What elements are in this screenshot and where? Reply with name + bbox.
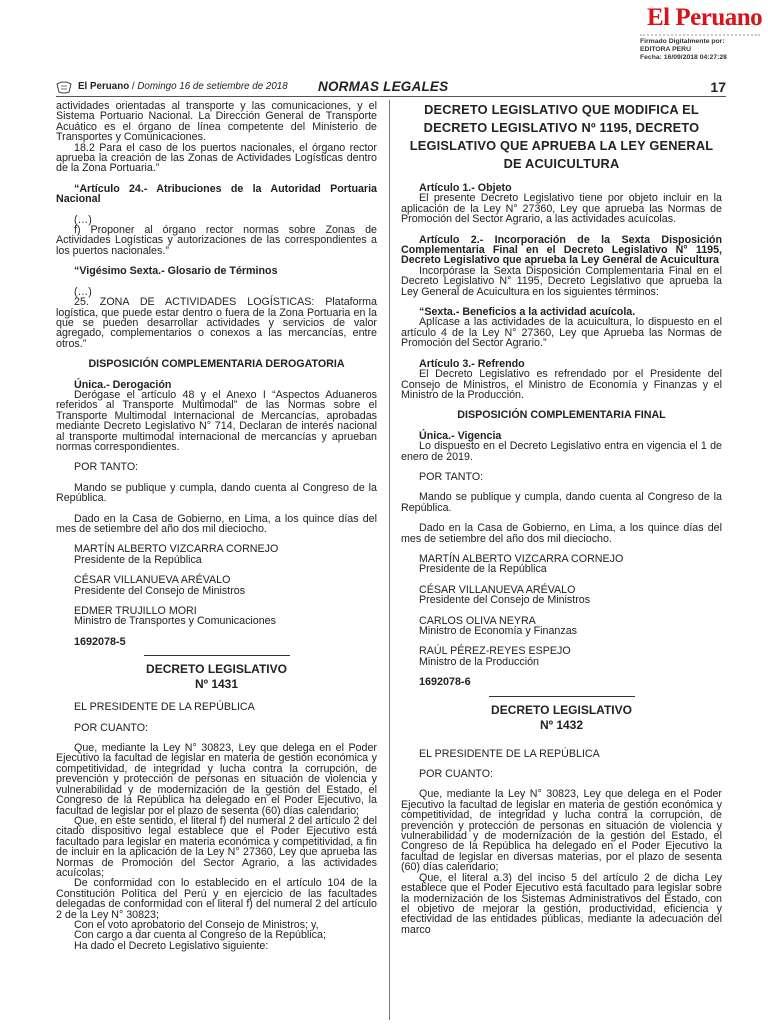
paragraph: Que, mediante la Ley N° 30823, Ley que delega en el Poder Ejecutivo la facultad de legislar en materia de gestión económica y competitividad, de integridad y lucha contra la corrupción, de prevención y protección de personas en situación de violencia y vulnerabilidad y de modernización de la gestión del Estado, el Congreso de la República ha delegado en el Poder Ejecutivo, la facultad de legislar por el plazo de sesenta (60) días calendario; — [56, 742, 377, 817]
paragraph: EL PRESIDENTE DE LA REPÚBLICA — [74, 701, 255, 714]
document-code: 1692078-5 — [74, 635, 126, 648]
decree-number: Nº 1432 — [539, 717, 584, 732]
paragraph: POR TANTO: — [419, 470, 484, 483]
paragraph: De conformidad con lo establecido en el artículo 104 de la Constitución Política del Perú y en ejercicio de las facultades delegadas de conformidad con el literal f) del numeral 2 del artículo 2 de la Ley N° 30823; — [56, 877, 377, 921]
paragraph: Mando se publique y cumpla, dando cuenta al Congreso de la República. — [56, 481, 377, 505]
paragraph: Que, mediante la Ley N° 30823, Ley que delega en el Poder Ejecutivo la facultad de legislar en materia de gestión económica y competitividad, de integridad y lucha contra la corrupción, de prevención y protección de personas en situación de violencia y vulnerabilidad y de modernización de la gestión del Estado, el Congreso de la República ha delegado en el Poder Ejecutivo la facultad de legislar en diversas materias, por el plazo de sesenta (60) días calendario; — [401, 788, 722, 874]
digital-signature — [640, 38, 766, 61]
paragraph: POR CUANTO: — [74, 721, 149, 734]
signatory-name: CÉSAR VILLANUEVA ARÉVALO — [419, 583, 576, 596]
paragraph: Que, el literal a.3) del inciso 5 del artículo 2 de dicha Ley establece que el Poder Ejecutivo está facultado para legislar sobre la modernización de los Sistemas Administrativos del Estado, con el objetivo de mejorar la gestión, productividad, eficiencia y efectividad de las entidades públicas, mediante la adecuación del marco — [401, 871, 722, 936]
signatory-role: Ministro de Transportes y Comunicaciones — [74, 615, 276, 628]
signatory-role: Ministro de Economía y Finanzas — [419, 625, 578, 637]
signatory-role: Presidente del Consejo de Ministros — [74, 584, 246, 597]
signatory-role: Presidente del Consejo de Ministros — [419, 594, 591, 607]
paragraph: 25. ZONA DE ACTIVIDADES LOGÍSTICAS: Plataforma logística, que puede estar dentro o fuera de la Zona Portuaria en la que se pueden desarrollar actividades y servicios de valor agregado, complementarios o conexos a las mercancías, entre otros.” — [56, 296, 377, 350]
signatory-role: Presidente de la República — [74, 553, 202, 566]
coat-of-arms-icon — [56, 81, 72, 94]
page-number: 17 — [710, 79, 726, 95]
paragraph: Derógase el artículo 48 y el Anexo I “Aspectos Aduaneros referidos al Transporte Multimodal” de las Normas sobre el Transporte Multimodal Internacional de Mercancías, aprobadas mediante Decreto Legislativo N° 714, Declaran de interés nacional al transporte multimodal internacional de mercancías y aprueban normas correspondientes. — [56, 388, 377, 453]
right-column — [401, 101, 722, 935]
signatory-role: Presidente de la República — [419, 563, 547, 576]
left-column — [56, 101, 377, 951]
article-title: “Sexta.- Beneficios a la actividad acuícola. — [419, 306, 636, 319]
paper-name: El Peruano — [78, 81, 130, 92]
ellipsis: (…) — [74, 213, 92, 226]
signatory-role: Ministro de la Producción — [419, 655, 539, 668]
paragraph: Dado en la Casa de Gobierno, en Lima, a los quince días del mes de setiembre del año dos mil dieciocho. — [56, 512, 377, 535]
ellipsis: (…) — [74, 285, 92, 298]
decree-rule — [489, 696, 635, 697]
paragraph: Lo dispuesto en el Decreto Legislativo entra en vigencia el 1 de enero de 2019. — [401, 440, 722, 463]
paragraph: 18.2 Para el caso de los puertos nacionales, el órgano rector aprueba la creación de las Zonas de Actividades Logísticas dentro de la Zona Portuaria.” — [56, 141, 377, 175]
signatory-name: EDMER TRUJILLO MORI — [74, 605, 197, 618]
running-header — [56, 80, 726, 97]
signatory-name: CARLOS OLIVA NEYRA — [419, 614, 536, 627]
paragraph: POR TANTO: — [74, 461, 139, 474]
section-heading: DISPOSICIÓN COMPLEMENTARIA DEROGATORIA — [88, 358, 345, 371]
signature-line: EDITORA PERU — [640, 45, 691, 53]
paragraph: EL PRESIDENTE DE LA REPÚBLICA — [419, 747, 600, 760]
paragraph: Con el voto aprobatorio del Consejo de Ministros; y, — [74, 918, 319, 931]
signatory-name: MARTÍN ALBERTO VIZCARRA CORNEJO — [74, 543, 279, 556]
signature-line: Firmado Digitalmente por: — [640, 38, 725, 45]
paragraph: Que, en este sentido, el literal f) del numeral 2 del artículo 2 del citado dispositivo legal establece que el Poder Ejecutivo está facultado para legislar en materia económica y competitividad, a fin de incluir en la aplicación de la Ley N° 27360, Ley que aprueba las Normas de Promoción del Sector Agrario, a las actividades acuícolas; — [56, 814, 377, 879]
article-title: Única.- Derogación — [74, 378, 172, 391]
decree-title: DECRETO LEGISLATIVO — [491, 702, 632, 717]
paragraph: actividades orientadas al transporte y las comunicaciones, y el Sistema Portuario Nacional. La Dirección General de Transporte Acuático es el órgano de línea competente del Ministerio de Transportes y Comunicaciones. — [56, 100, 377, 144]
paragraph: Mando se publique y cumpla, dando cuenta al Congreso de la República. — [401, 491, 722, 514]
paragraph: Con cargo a dar cuenta al Congreso de la República; — [74, 929, 326, 942]
paragraph: Ha dado el Decreto Legislativo siguiente: — [74, 939, 269, 952]
issue-date: Domingo 16 de setiembre de 2018 — [137, 81, 288, 92]
article-title: “Vigésimo Sexta.- Glosario de Términos — [74, 265, 278, 278]
column-divider — [389, 100, 390, 1020]
paragraph: f) Proponer al órgano rector normas sobre Zonas de Actividades Logísticas y autorizaciones de las correspondientes a los puertos nacionales.” — [56, 224, 377, 257]
section-heading: DISPOSICIÓN COMPLEMENTARIA FINAL — [457, 409, 666, 422]
article-title: “Artículo 24.- Atribuciones de la Autoridad Portuaria Nacional — [56, 182, 377, 206]
paragraph: Dado en la Casa de Gobierno, en Lima, a los quince días del mes de setiembre del año dos mil dieciocho. — [401, 522, 722, 545]
paragraph: Incorpórase la Sexta Disposición Complementaria Final en el Decreto Legislativo N° 1195, Decreto Legislativo que aprueba la Ley General de Acuicultura en los siguientes términos: — [401, 264, 722, 298]
decree-title: DECRETO LEGISLATIVO — [146, 662, 287, 677]
decree-main-title: DECRETO LEGISLATIVO QUE MODIFICA EL DECRETO LEGISLATIVO Nº 1195, DECRETO LEGISLATIVO QUE APRUEBA LA LEY GENERAL DE ACUICULTURA — [409, 102, 714, 171]
decree-rule — [144, 655, 290, 656]
running-header-left: El Peruano / Domingo 16 de setiembre de 2018 — [78, 81, 288, 92]
decree-number: Nº 1431 — [194, 677, 239, 692]
paragraph: Aplícase a las actividades de la acuicultura, lo dispuesto en el artículo 4 de la Ley N° 27360, Ley que Aprueba las Normas de Promoción del Sector Agrario.” — [401, 316, 722, 350]
document-code: 1692078-6 — [419, 676, 471, 689]
signatory-name: RAÚL PÉREZ-REYES ESPEJO — [419, 645, 571, 658]
signature-line: Fecha: 16/09/2018 04:27:28 — [640, 53, 727, 61]
signatory-name: MARTÍN ALBERTO VIZCARRA CORNEJO — [419, 552, 624, 565]
article-title: Artículo 2.- Incorporación de la Sexta Disposición Complementaria Final en el Decreto Legislativo N° 1195, Decreto Legislativo que aprueba la Ley General de Acuicultura — [401, 233, 722, 267]
section-title: NORMAS LEGALES — [318, 79, 449, 94]
paragraph: POR CUANTO: — [419, 768, 494, 781]
article-title: Única.- Vigencia — [419, 429, 502, 442]
signatory-name: CÉSAR VILLANUEVA ARÉVALO — [74, 574, 231, 587]
paragraph: El presente Decreto Legislativo tiene por objeto incluir en la aplicación de la Ley N° 27360, Ley que aprueba las Normas de Promoción del Sector Agrario, a las actividades acuícolas. — [401, 192, 722, 226]
paragraph: El Decreto Legislativo es refrendado por el Presidente del Consejo de Ministros, el Ministro de Economía y Finanzas y el Ministro de la Producción. — [401, 368, 722, 401]
article-title: Artículo 1.- Objeto — [419, 182, 512, 194]
el-peruano-logo: El Peruano — [647, 4, 763, 31]
header-rule — [56, 96, 726, 97]
article-title: Artículo 3.- Refrendo — [419, 357, 525, 370]
